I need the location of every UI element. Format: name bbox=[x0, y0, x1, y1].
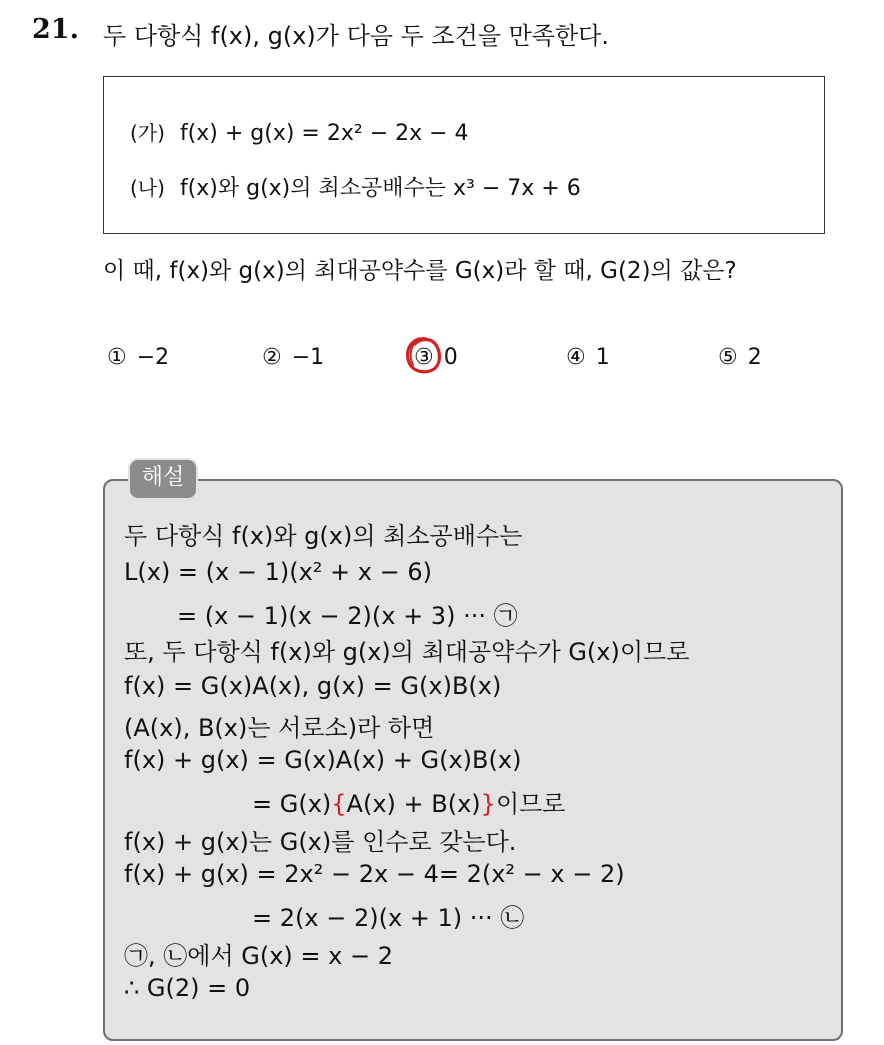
condition-b-label: (나) bbox=[130, 176, 165, 200]
choice-4[interactable] bbox=[566, 345, 610, 370]
choice-1-mark: ① bbox=[107, 345, 127, 370]
close-brace: } bbox=[480, 790, 496, 818]
choice-5-value: 2 bbox=[747, 345, 762, 370]
choice-5[interactable] bbox=[718, 345, 762, 370]
question-number: 21. bbox=[32, 14, 79, 45]
choice-3-value: 0 bbox=[443, 345, 458, 370]
choice-3-mark: ③ bbox=[414, 345, 434, 370]
question-ask: 이 때, f(x)와 g(x)의 최대공약수를 G(x)라 할 때, G(2)의 값은? bbox=[103, 258, 737, 284]
open-brace: { bbox=[331, 790, 347, 818]
condition-b-expr: f(x)와 g(x)의 최소공배수는 x³ − 7x + 6 bbox=[179, 176, 581, 201]
solution-line-8-part: 이므로 bbox=[495, 790, 566, 818]
choice-1[interactable] bbox=[107, 345, 169, 370]
solution-line-6: (A(x), B(x)는 서로소)라 하면 bbox=[124, 714, 435, 742]
choice-2[interactable] bbox=[262, 345, 324, 370]
solution-line-11: = 2(x − 2)(x + 1) ··· ㉡ bbox=[252, 904, 525, 932]
solution-line-8-part: = G(x) bbox=[252, 790, 332, 818]
solution-line-3: = (x − 1)(x − 2)(x + 3) ··· ㉠ bbox=[177, 602, 518, 630]
condition-a-expr: f(x) + g(x) = 2x² − 2x − 4 bbox=[179, 121, 469, 146]
choice-2-mark: ② bbox=[262, 345, 282, 370]
solution-line-1: 두 다항식 f(x)와 g(x)의 최소공배수는 bbox=[124, 522, 523, 550]
solution-line-10: f(x) + g(x) = 2x² − 2x − 4= 2(x² − x − 2) bbox=[124, 860, 625, 888]
solution-line-5: f(x) = G(x)A(x), g(x) = G(x)B(x) bbox=[124, 672, 502, 700]
solution-line-13: ∴ G(2) = 0 bbox=[124, 974, 251, 1002]
solution-line-12: ㉠, ㉡에서 G(x) = x − 2 bbox=[124, 942, 393, 970]
answer-circle-mark bbox=[404, 335, 444, 377]
conditions-box bbox=[103, 76, 825, 234]
choice-4-value: 1 bbox=[595, 345, 610, 370]
solution-tag: 해설 bbox=[128, 458, 198, 500]
solution-line-7: f(x) + g(x) = G(x)A(x) + G(x)B(x) bbox=[124, 746, 522, 774]
solution-line-8 bbox=[252, 784, 566, 819]
question-text: 두 다항식 f(x), g(x)가 다음 두 조건을 만족한다. bbox=[103, 22, 609, 50]
choice-1-value: −2 bbox=[136, 345, 170, 370]
choice-4-mark: ④ bbox=[566, 345, 586, 370]
condition-b bbox=[130, 171, 581, 202]
choice-2-value: −1 bbox=[291, 345, 325, 370]
solution-line-8-part: A(x) + B(x) bbox=[346, 790, 481, 818]
solution-line-4: 또, 두 다항식 f(x)와 g(x)의 최대공약수가 G(x)이므로 bbox=[124, 638, 690, 666]
condition-a-label: (가) bbox=[130, 121, 165, 145]
choice-5-mark: ⑤ bbox=[718, 345, 738, 370]
solution-line-2: L(x) = (x − 1)(x² + x − 6) bbox=[124, 558, 432, 586]
condition-a bbox=[130, 117, 469, 146]
solution-line-9: f(x) + g(x)는 G(x)를 인수로 갖는다. bbox=[124, 828, 517, 856]
